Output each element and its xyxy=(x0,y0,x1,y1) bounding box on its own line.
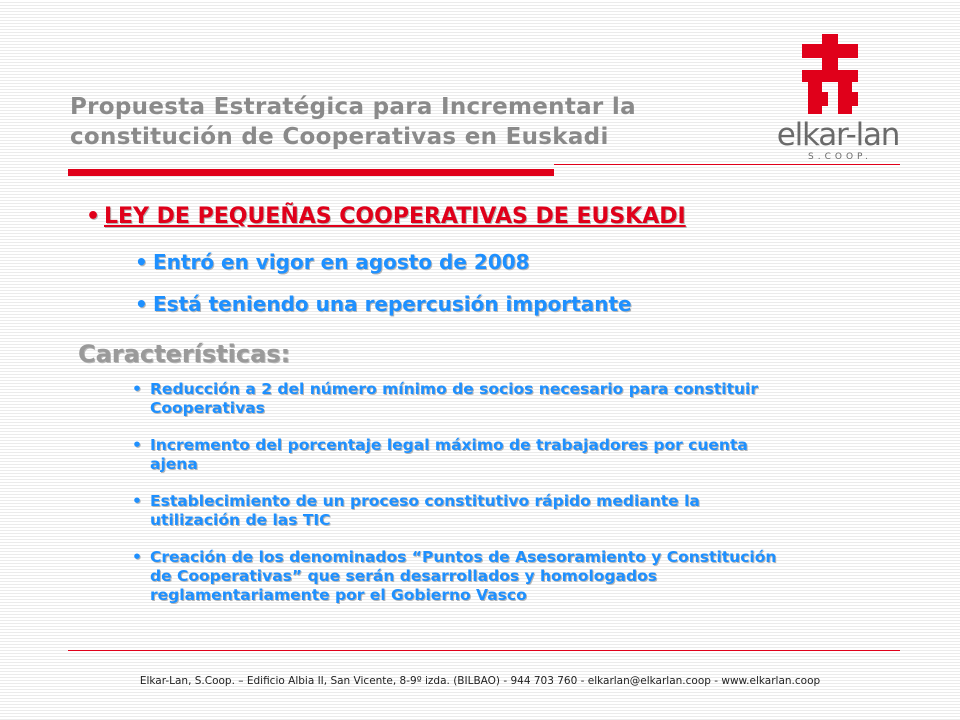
feature-line: utilización de las TIC xyxy=(150,511,331,529)
feature-line: reglamentariamente por el Gobierno Vasco xyxy=(150,586,527,604)
sub-bullet xyxy=(135,290,632,318)
feature-line: Establecimiento de un proceso constitutivo rápido mediante la xyxy=(150,492,700,510)
bullet-icon: • xyxy=(135,292,148,316)
bullet-icon: • xyxy=(86,204,101,229)
bullet-icon: • xyxy=(132,548,142,566)
bullet-icon: • xyxy=(132,492,142,510)
feature-line: ajena xyxy=(150,455,198,473)
bullet-icon: • xyxy=(132,380,142,398)
bullet-icon: • xyxy=(135,250,148,274)
feature-line: de Cooperativas” que serán desarrollados y homologados xyxy=(150,567,657,585)
main-bullet-text: LEY DE PEQUEÑAS COOPERATIVAS DE EUSKADI xyxy=(104,204,686,229)
sub-bullet-text: Entró en vigor en agosto de 2008 xyxy=(153,250,530,274)
header-divider xyxy=(554,164,900,165)
feature-line: Reducción a 2 del número mínimo de socios necesario para constituir xyxy=(150,380,758,398)
sub-bullet xyxy=(135,248,530,276)
feature-line: Cooperativas xyxy=(150,399,265,417)
slide-title-line-2: constitución de Cooperativas en Euskadi xyxy=(70,124,609,150)
feature-item xyxy=(132,436,912,474)
logo-subtitle: S.COOP. xyxy=(808,152,872,162)
bullet-icon: • xyxy=(132,436,142,454)
feature-item xyxy=(132,492,912,530)
section-heading: Características: xyxy=(78,340,291,368)
sub-bullet-text: Está teniendo una repercusión importante xyxy=(153,292,632,316)
slide-title-line-1: Propuesta Estratégica para Incrementar la xyxy=(70,94,636,120)
footer-contact: Elkar-Lan, S.Coop. – Edificio Albia II, San Vicente, 8-9º izda. (BILBAO) - 944 703 760 - elkarlan@elkarlan.coop - www.elkarlan.coop xyxy=(139,675,821,687)
title-accent-bar xyxy=(68,169,554,176)
feature-line: Incremento del porcentaje legal máximo de trabajadores por cuenta xyxy=(150,436,748,454)
feature-item xyxy=(132,548,912,605)
slide-title xyxy=(70,92,750,152)
footer-divider xyxy=(68,650,900,651)
logo-wordmark: elkar-lan xyxy=(776,117,900,153)
main-bullet xyxy=(86,202,686,232)
elkar-lan-logo xyxy=(774,32,904,162)
feature-line: Creación de los denominados “Puntos de Asesoramiento y Constitución xyxy=(150,548,777,566)
feature-item xyxy=(132,380,912,418)
